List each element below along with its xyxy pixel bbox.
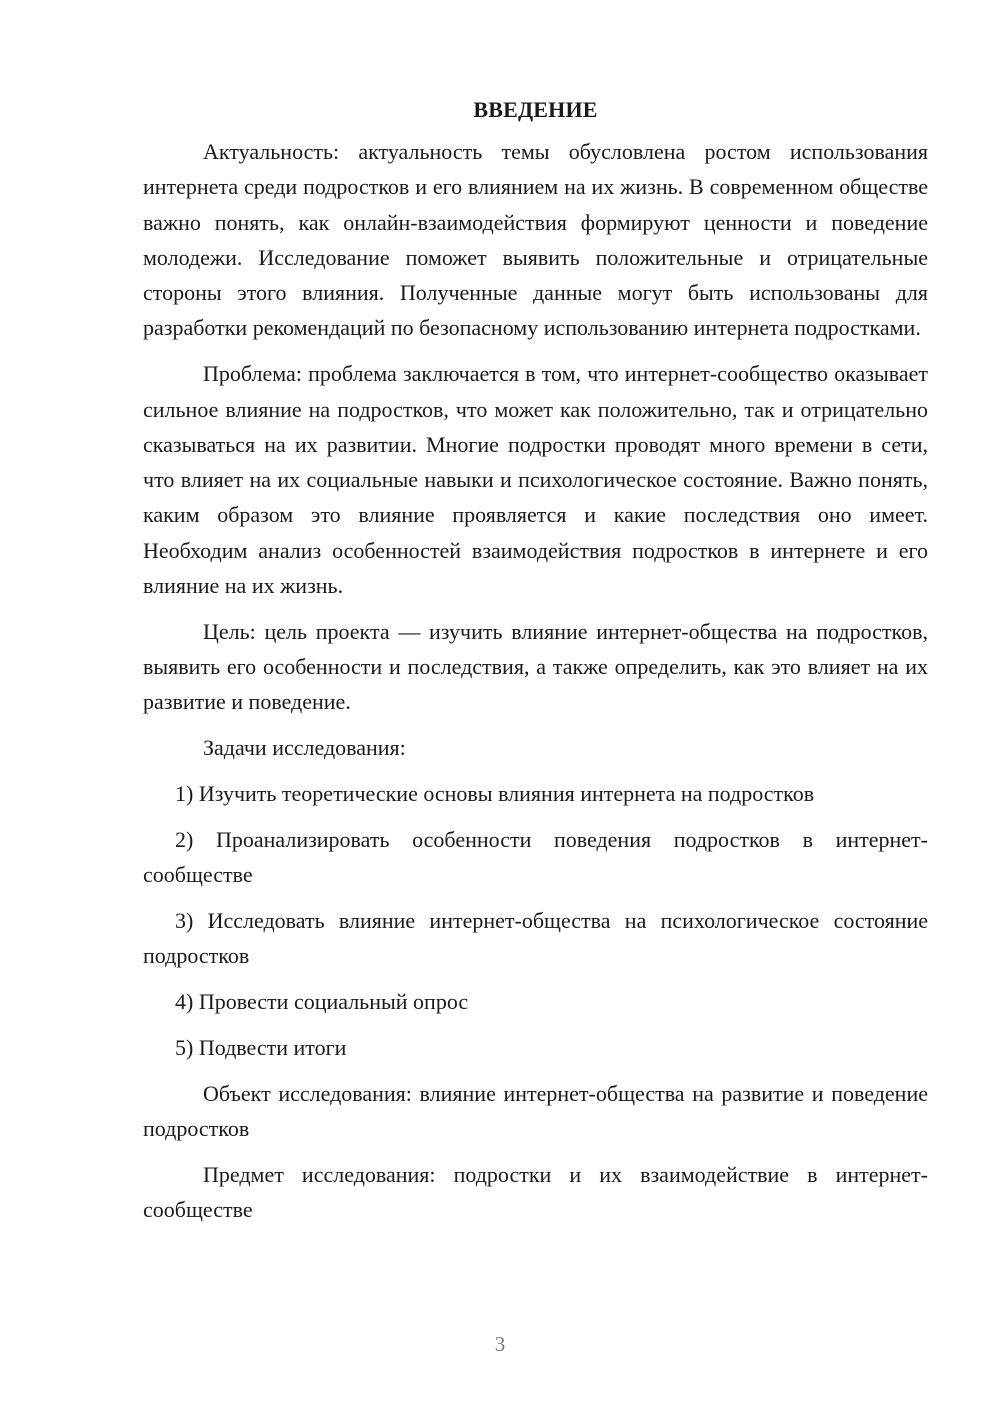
research-object-paragraph: Объект исследования: влияние интернет-общества на развитие и поведение подростков: [143, 1080, 928, 1141]
research-subject-paragraph: Предмет исследования: подростки и их взаимодействие в интернет-сообществе: [143, 1161, 928, 1223]
goal-paragraph: Цель: цель проекта — изучить влияние интернет-общества на подростков, выявить его особенности и последствия, а также определить, как это влияет на их развитие и поведение.: [143, 618, 928, 715]
relevance-paragraph: Актуальность: актуальность темы обусловлена ростом использования интернета среди подростков и его влиянием на их жизнь. В современном обществе важно понять, как онлайн-взаимодействия формируют ценности и поведение молодежи. Исследование поможет выявить положительные и отрицательные стороны этого влияния. Полученные данные могут быть использованы для разработки рекомендаций по безопасному использованию интернета подростками.: [143, 139, 928, 341]
task-item-4: 4) Провести социальный опрос: [175, 989, 469, 1015]
page-number: 3: [494, 1332, 506, 1356]
problem-paragraph: Проблема: проблема заключается в том, что интернет-сообщество оказывает сильное влияние на подростков, что может как положительно, так и отрицательно сказываться на их развитии. Многие подростки проводят много времени в сети, что влияет на их социальные навыки и психологическое состояние. Важно понять, каким образом это влияние проявляется и какие последствия оно имеет. Необходим анализ особенностей взаимодействия подростков в интернете и его влияние на их жизнь.: [143, 361, 928, 599]
task-item-3: 3) Исследовать влияние интернет-общества на психологическое состояние подростков: [143, 907, 928, 969]
document-page: [143, 92, 928, 1227]
task-item-1: 1) Изучить теоретические основы влияния интернета на подростков: [175, 781, 815, 807]
task-item-5: 5) Подвести итоги: [175, 1034, 347, 1060]
tasks-heading: Задачи исследования:: [203, 735, 406, 761]
section-title: ВВЕДЕНИЕ: [473, 97, 598, 122]
task-item-2: 2) Проанализировать особенности поведения подростков в интернет-сообществе: [143, 826, 928, 888]
